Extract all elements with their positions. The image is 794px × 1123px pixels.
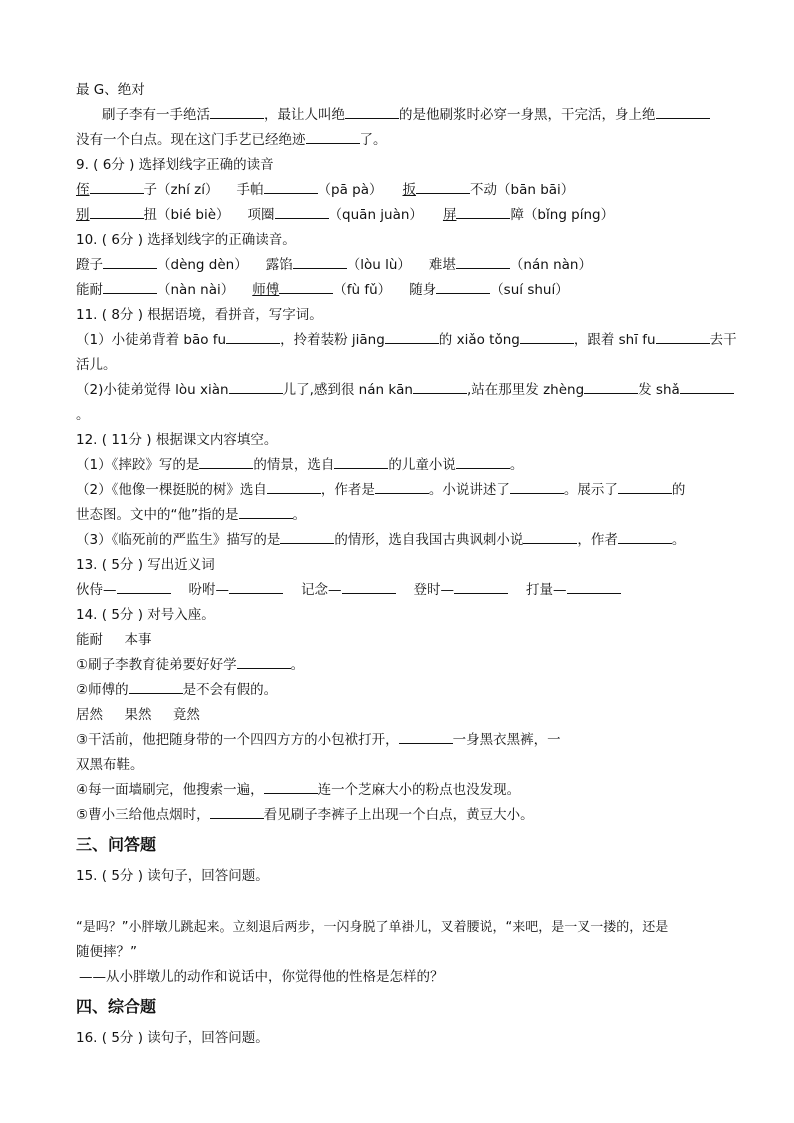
text: （lòu lù） — [346, 257, 411, 273]
blank[interactable] — [510, 478, 564, 494]
text: ，拎着装粉 jiāng — [280, 332, 385, 348]
text: ，跟着 shī fu — [573, 332, 656, 348]
text: ,站在那里发 zhèng — [466, 382, 585, 398]
blank[interactable] — [656, 328, 710, 344]
blank[interactable] — [210, 103, 264, 119]
text: 看见刷子李裤子上出现一个白点，黄豆大小。 — [263, 807, 534, 823]
text: （bié biè） — [157, 207, 230, 223]
text: 露馅 — [265, 257, 293, 273]
blank[interactable] — [267, 478, 321, 494]
q13-row — [76, 578, 726, 603]
text: 蹬子 — [76, 257, 103, 273]
text: 四、综合题 — [76, 997, 157, 1016]
text: （zhí zí） — [157, 182, 219, 198]
text: （quān juàn） — [328, 207, 423, 223]
text: 。 — [509, 457, 524, 473]
text: 吩咐— — [188, 582, 229, 598]
blank[interactable] — [90, 203, 144, 219]
text: 10. ( 6分 ) 选择划线字的正确读音。 — [76, 232, 296, 248]
text: 的情景，选自 — [253, 457, 335, 473]
blank[interactable] — [264, 778, 318, 794]
text: 扭 — [143, 207, 157, 223]
blank[interactable] — [239, 503, 293, 519]
q15-quote-line-1 — [76, 915, 726, 940]
text: 发 shǎ — [638, 382, 680, 398]
text: 16. ( 5分 ) 读句子，回答问题。 — [76, 1030, 269, 1046]
blank[interactable] — [656, 103, 710, 119]
text: 最 G、绝对 — [76, 82, 145, 98]
blank[interactable] — [456, 453, 510, 469]
text: 手帕 — [236, 182, 264, 198]
text: 的情形，选自我国古典讽刺小说 — [334, 532, 524, 548]
q15-question — [76, 965, 726, 990]
blank[interactable] — [117, 578, 171, 594]
text: 15. ( 5分 ) 读句子，回答问题。 — [76, 868, 269, 884]
blank[interactable] — [413, 378, 467, 394]
text: 。小说讲述了 — [428, 482, 510, 498]
text: 。 — [292, 507, 306, 523]
q10-row-1 — [76, 253, 726, 278]
blank[interactable] — [334, 453, 388, 469]
text: ①刷子李教育徒弟要好好学 — [76, 657, 237, 673]
question-11-header — [76, 303, 726, 328]
q14-options-1 — [76, 628, 726, 653]
q11-line-4 — [76, 403, 726, 428]
text: （3）《临死前的严监生》描写的是 — [76, 532, 281, 548]
blank[interactable] — [306, 128, 360, 144]
text: （1）《摔跤》写的是 — [76, 457, 200, 473]
blank[interactable] — [523, 528, 577, 544]
text: 。 — [290, 657, 305, 673]
question-10-header — [76, 228, 726, 253]
q11-line-3 — [76, 378, 726, 403]
blank[interactable] — [520, 328, 574, 344]
text: 了。 — [359, 132, 387, 148]
blank[interactable] — [199, 453, 253, 469]
text: 13. ( 5分 ) 写出近义词 — [76, 557, 215, 573]
q12-line-2 — [76, 478, 726, 503]
blank[interactable] — [584, 378, 638, 394]
blank[interactable] — [385, 328, 439, 344]
text: 是不会有假的。 — [182, 682, 278, 698]
blank[interactable] — [280, 528, 334, 544]
text: ⑤曹小三给他点烟时， — [76, 807, 210, 823]
text: 登时— — [413, 582, 454, 598]
text: 子 — [143, 182, 157, 198]
blank[interactable] — [399, 728, 453, 744]
text: （1）小徒弟背着 bāo fu — [76, 332, 227, 348]
text: （nàn nài） — [157, 282, 235, 298]
blank[interactable] — [680, 378, 734, 394]
text: 项圈 — [247, 207, 275, 223]
q12-line-1 — [76, 453, 726, 478]
text: 不动 — [470, 182, 498, 198]
q12-line-4 — [76, 528, 726, 553]
blank[interactable] — [416, 178, 470, 194]
text: ，作者 — [577, 532, 618, 548]
text: 记念— — [301, 582, 342, 598]
blank[interactable] — [345, 103, 399, 119]
text: （pā pà） — [317, 182, 383, 198]
blank[interactable] — [342, 578, 396, 594]
blank[interactable] — [618, 528, 672, 544]
question-14-header — [76, 603, 726, 628]
blank[interactable] — [103, 278, 157, 294]
q9-row-2 — [76, 203, 726, 228]
text: （bǐng píng） — [523, 207, 615, 223]
worksheet-page — [76, 78, 737, 1051]
option-line — [76, 78, 726, 103]
blank[interactable] — [454, 578, 508, 594]
question-13-header — [76, 553, 726, 578]
q14-options-2 — [76, 703, 726, 728]
q14-sentence-3-cont — [76, 753, 726, 778]
text: 连一个芝麻大小的粉点也没发现。 — [317, 782, 521, 798]
blank[interactable] — [618, 478, 672, 494]
text: 难堪 — [428, 257, 456, 273]
text: （2)小徒弟觉得 lòu xiàn — [76, 382, 229, 398]
q11-line-1 — [76, 328, 737, 353]
section-4-heading — [76, 992, 726, 1022]
text: 一身黑衣黑裤，一 — [452, 732, 561, 748]
blank[interactable] — [264, 178, 318, 194]
text: 双黑布鞋。 — [76, 757, 144, 773]
text: 的儿童小说 — [388, 457, 456, 473]
text: 随身 — [409, 282, 437, 298]
text: ——从小胖墩儿的动作和说话中，你觉得他的性格是怎样的？ — [79, 969, 444, 985]
text: ，最让人叫绝 — [264, 107, 345, 123]
text: （fù fǔ） — [333, 282, 392, 298]
blank[interactable] — [103, 253, 157, 269]
q15-quote-line-2 — [76, 940, 726, 965]
text: （2）《他像一棵挺脱的树》选自 — [76, 482, 267, 498]
text: 的 xiǎo tǒng — [438, 332, 520, 348]
passage-line-2 — [76, 128, 726, 153]
blank[interactable] — [375, 478, 429, 494]
passage-line-1 — [76, 103, 726, 128]
text: 世态图。文中的“他”指的是 — [76, 507, 239, 523]
question-12-header — [76, 428, 726, 453]
q14-sentence-5 — [76, 803, 726, 828]
text: “是吗？”小胖墩儿跳起来。立刻退后两步，一闪身脱了单褂儿，叉着腰说，“来吧，是一叉一搂的，还是 — [76, 920, 669, 935]
blank[interactable] — [90, 178, 144, 194]
text: 11. ( 8分 ) 根据语境，看拼音，写字词。 — [76, 307, 323, 323]
q14-sentence-1 — [76, 653, 726, 678]
text: 12. ( 11分 ) 根据课文内容填空。 — [76, 432, 278, 448]
text: 活儿。 — [76, 357, 117, 373]
blank[interactable] — [456, 253, 510, 269]
text: 伙侍— — [76, 582, 117, 598]
text: 儿了,感到很 nán kān — [282, 382, 413, 398]
blank[interactable] — [229, 578, 283, 594]
text: 能耐 本事 — [76, 632, 152, 648]
blank[interactable] — [229, 378, 283, 394]
text: 能耐 — [76, 282, 103, 298]
blank[interactable] — [567, 578, 621, 594]
blank[interactable] — [279, 278, 333, 294]
text: 14. ( 5分 ) 对号入座。 — [76, 607, 215, 623]
text: 师傅 — [252, 282, 280, 298]
q9-row-1 — [76, 178, 726, 203]
text: 9. ( 6分 ) 选择划线字正确的读音 — [76, 157, 274, 173]
blank[interactable] — [210, 803, 264, 819]
text: ④每一面墙刷完，他搜索一遍， — [76, 782, 264, 798]
section-3-heading — [76, 830, 726, 860]
text: 去干 — [709, 332, 737, 348]
text: （dèng dèn） — [157, 257, 248, 273]
text: 。 — [76, 407, 90, 423]
text: 没有一个白点。现在这门手艺已经绝迹 — [76, 132, 306, 148]
text: 三、问答题 — [76, 835, 157, 854]
text: 屏 — [442, 207, 457, 223]
text: 的是他刷浆时必穿一身黑，干完活，身上绝 — [399, 107, 656, 123]
text: （bān bāi） — [497, 182, 575, 198]
text: 别 — [76, 207, 90, 223]
text: 的 — [671, 482, 686, 498]
text: 。 — [671, 532, 686, 548]
q11-line-2 — [76, 353, 726, 378]
text: 障 — [510, 207, 524, 223]
text: 。展示了 — [563, 482, 618, 498]
text: ，作者是 — [320, 482, 375, 498]
blank[interactable] — [129, 678, 183, 694]
blank[interactable] — [226, 328, 280, 344]
text: ③干活前，他把随身带的一个四四方方的小包袱打开， — [76, 732, 399, 748]
blank[interactable] — [275, 203, 329, 219]
q10-row-2 — [76, 278, 726, 303]
question-15-header — [76, 864, 726, 889]
text: 居然 果然 竟然 — [76, 707, 200, 723]
text: 刷子李有一手绝活 — [102, 107, 210, 123]
text: 打量— — [526, 582, 567, 598]
text: （nán nàn） — [509, 257, 592, 273]
blank[interactable] — [293, 253, 347, 269]
question-16-header — [76, 1026, 726, 1051]
q14-sentence-3 — [76, 728, 726, 753]
blank[interactable] — [436, 278, 490, 294]
text: 随便摔？” — [76, 944, 137, 960]
q12-line-3 — [76, 503, 726, 528]
text: 扳 — [402, 182, 417, 198]
text: 侄 — [76, 182, 90, 198]
q14-sentence-4 — [76, 778, 726, 803]
question-9-header — [76, 153, 726, 178]
blank[interactable] — [237, 653, 291, 669]
text: ②师傅的 — [76, 682, 129, 698]
q14-sentence-2 — [76, 678, 726, 703]
text: （suí shuí） — [490, 282, 569, 298]
blank[interactable] — [456, 203, 510, 219]
